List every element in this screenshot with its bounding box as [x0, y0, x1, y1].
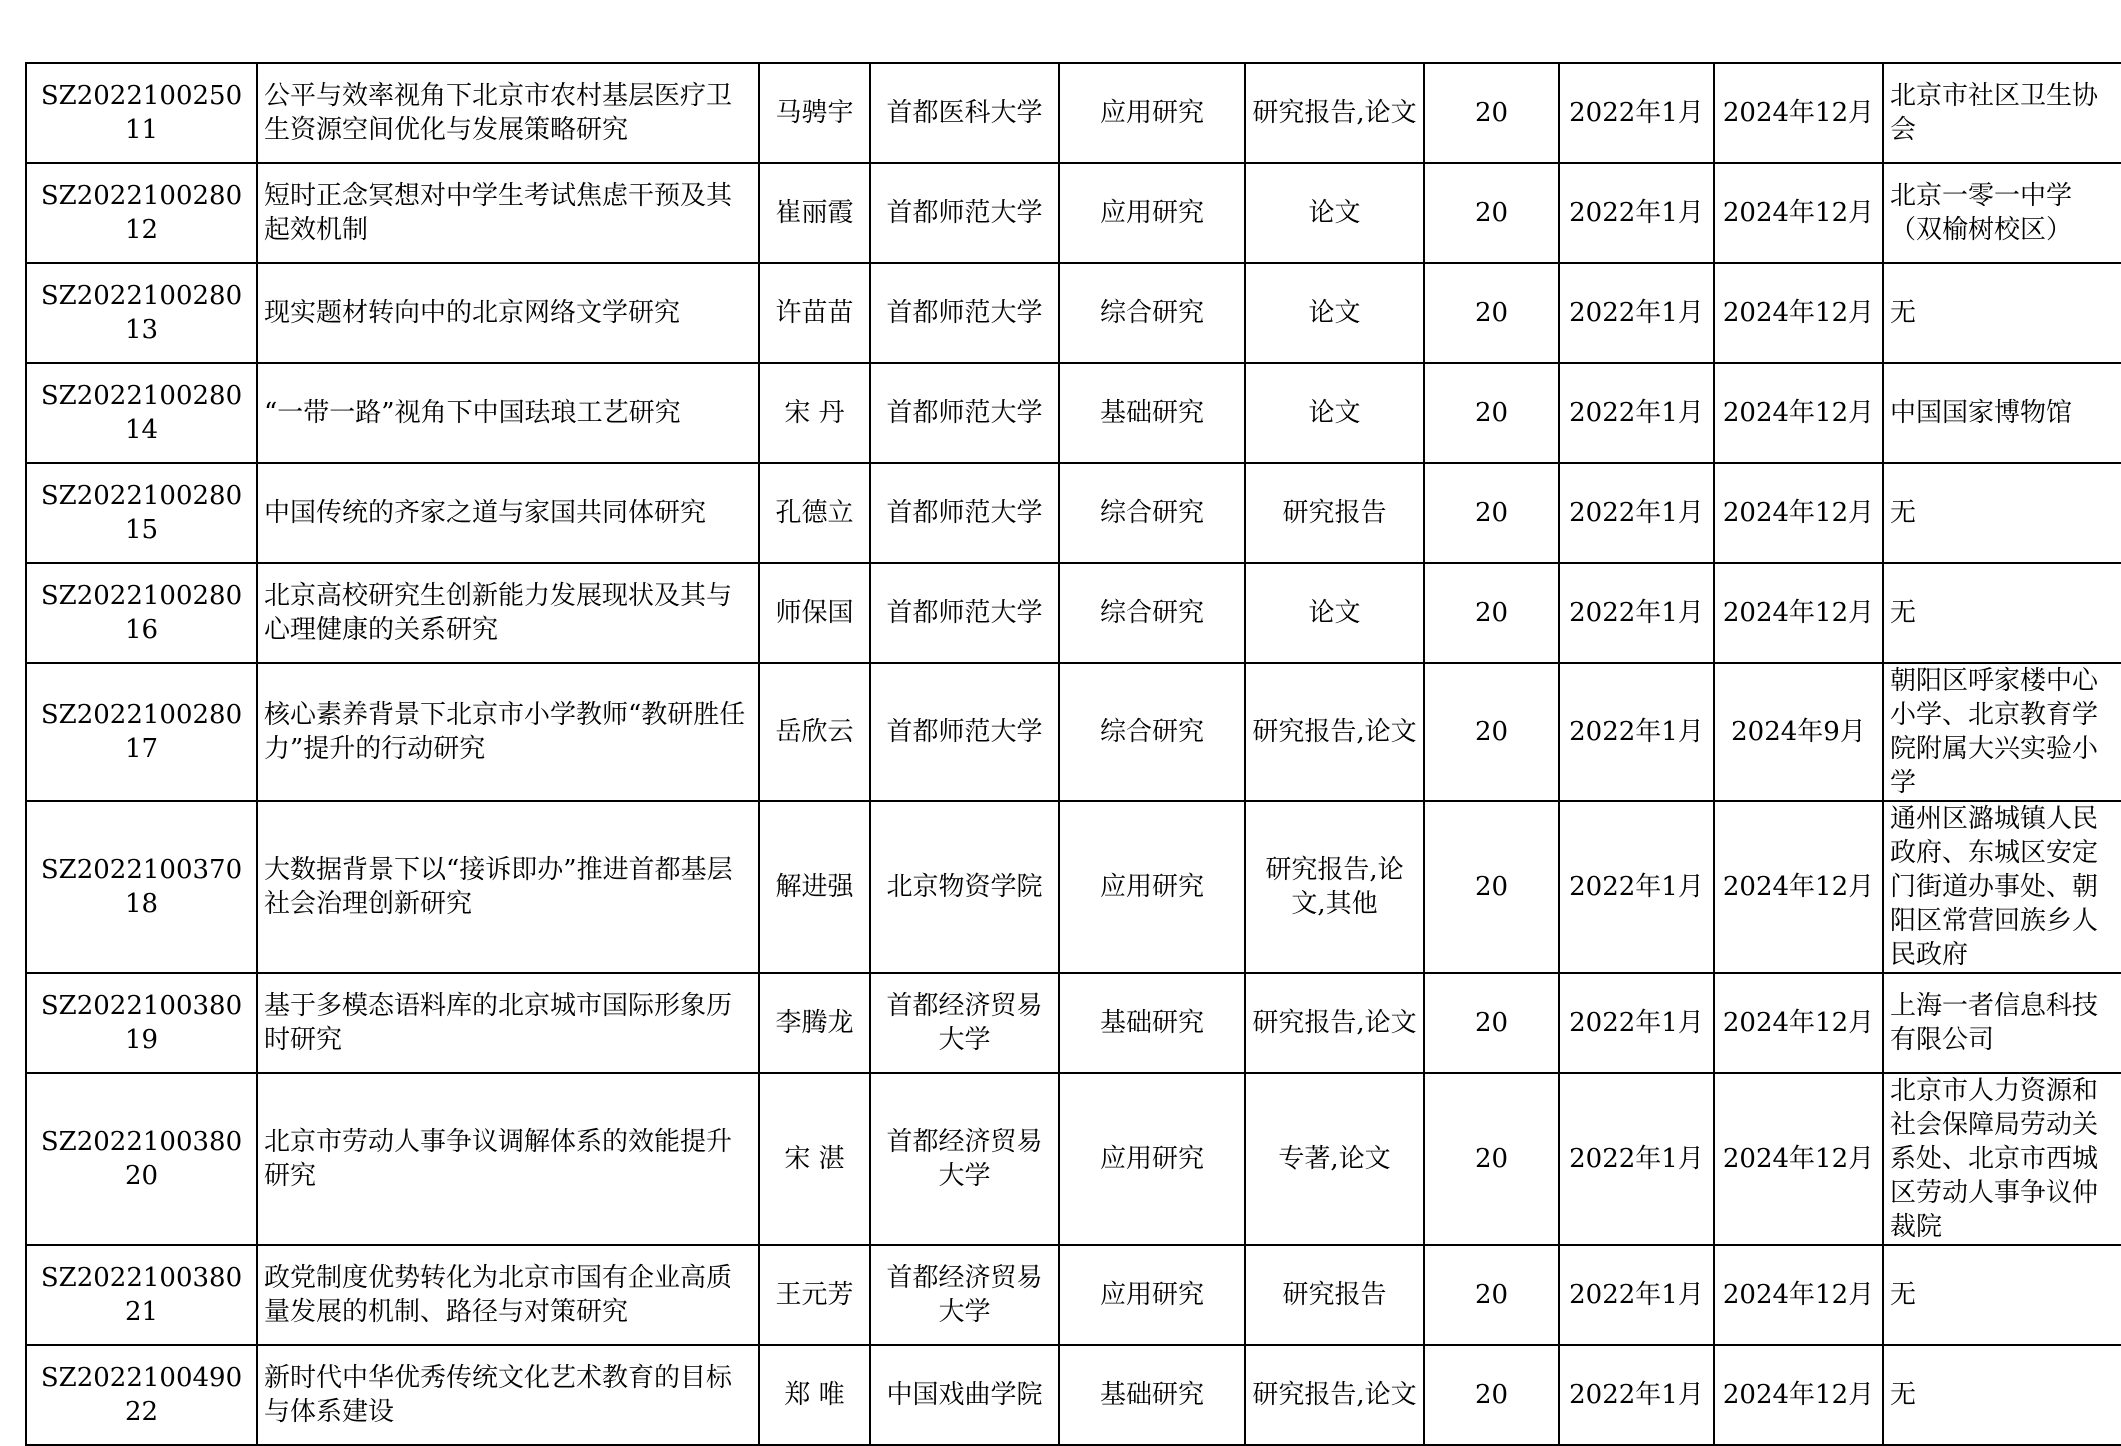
cell-output-form: 研究报告 [1245, 463, 1424, 563]
cell-start-date: 2022年1月 [1559, 1073, 1714, 1245]
cell-partner-unit: 无 [1883, 463, 2121, 563]
cell-project-title: 政党制度优势转化为北京市国有企业高质量发展的机制、路径与对策研究 [257, 1245, 759, 1345]
cell-end-date: 2024年9月 [1714, 663, 1883, 801]
cell-project-id: SZ202210028015 [26, 463, 257, 563]
cell-leader: 宋 丹 [759, 363, 870, 463]
cell-project-id: SZ202210028012 [26, 163, 257, 263]
cell-end-date: 2024年12月 [1714, 801, 1883, 973]
cell-leader: 解进强 [759, 801, 870, 973]
cell-project-title: 核心素养背景下北京市小学教师“教研胜任力”提升的行动研究 [257, 663, 759, 801]
cell-research-type: 综合研究 [1059, 563, 1245, 663]
cell-funding-amount: 20 [1424, 801, 1559, 973]
cell-end-date: 2024年12月 [1714, 1245, 1883, 1345]
cell-output-form: 研究报告,论文 [1245, 663, 1424, 801]
cell-leader: 马骋宇 [759, 63, 870, 163]
table-row [26, 363, 2121, 463]
cell-partner-unit: 上海一者信息科技有限公司 [1883, 973, 2121, 1073]
cell-research-type: 应用研究 [1059, 801, 1245, 973]
cell-research-type: 基础研究 [1059, 1345, 1245, 1445]
cell-output-form: 研究报告,论文 [1245, 63, 1424, 163]
cell-start-date: 2022年1月 [1559, 363, 1714, 463]
cell-project-id: SZ202210038020 [26, 1073, 257, 1245]
cell-institution: 首都师范大学 [870, 163, 1059, 263]
table-row [26, 801, 2121, 973]
cell-partner-unit: 北京一零一中学（双榆树校区） [1883, 163, 2121, 263]
cell-project-title: 大数据背景下以“接诉即办”推进首都基层社会治理创新研究 [257, 801, 759, 973]
cell-output-form: 论文 [1245, 563, 1424, 663]
cell-output-form: 论文 [1245, 163, 1424, 263]
cell-research-type: 基础研究 [1059, 973, 1245, 1073]
cell-funding-amount: 20 [1424, 973, 1559, 1073]
cell-project-title: 短时正念冥想对中学生考试焦虑干预及其起效机制 [257, 163, 759, 263]
cell-end-date: 2024年12月 [1714, 563, 1883, 663]
cell-start-date: 2022年1月 [1559, 463, 1714, 563]
cell-research-type: 综合研究 [1059, 263, 1245, 363]
cell-start-date: 2022年1月 [1559, 563, 1714, 663]
cell-project-id: SZ202210028014 [26, 363, 257, 463]
table-row [26, 663, 2121, 801]
cell-funding-amount: 20 [1424, 63, 1559, 163]
cell-institution: 首都医科大学 [870, 63, 1059, 163]
table-row [26, 163, 2121, 263]
cell-research-type: 应用研究 [1059, 163, 1245, 263]
cell-funding-amount: 20 [1424, 263, 1559, 363]
cell-project-id: SZ202210038021 [26, 1245, 257, 1345]
cell-output-form: 论文 [1245, 263, 1424, 363]
cell-output-form: 研究报告,论文,其他 [1245, 801, 1424, 973]
cell-project-title: 北京市劳动人事争议调解体系的效能提升研究 [257, 1073, 759, 1245]
cell-funding-amount: 20 [1424, 1245, 1559, 1345]
cell-institution: 首都师范大学 [870, 663, 1059, 801]
cell-institution: 首都经济贸易大学 [870, 1073, 1059, 1245]
cell-project-title: 基于多模态语料库的北京城市国际形象历时研究 [257, 973, 759, 1073]
cell-start-date: 2022年1月 [1559, 1245, 1714, 1345]
cell-end-date: 2024年12月 [1714, 263, 1883, 363]
cell-partner-unit: 无 [1883, 1345, 2121, 1445]
cell-institution: 中国戏曲学院 [870, 1345, 1059, 1445]
cell-end-date: 2024年12月 [1714, 63, 1883, 163]
table-row [26, 1245, 2121, 1345]
table-row [26, 1073, 2121, 1245]
cell-project-title: 公平与效率视角下北京市农村基层医疗卫生资源空间优化与发展策略研究 [257, 63, 759, 163]
cell-research-type: 应用研究 [1059, 63, 1245, 163]
cell-leader: 许苗苗 [759, 263, 870, 363]
cell-institution: 首都师范大学 [870, 363, 1059, 463]
cell-funding-amount: 20 [1424, 463, 1559, 563]
cell-leader: 郑 唯 [759, 1345, 870, 1445]
table-row [26, 463, 2121, 563]
cell-start-date: 2022年1月 [1559, 973, 1714, 1073]
cell-end-date: 2024年12月 [1714, 973, 1883, 1073]
cell-funding-amount: 20 [1424, 1345, 1559, 1445]
cell-institution: 首都经济贸易大学 [870, 973, 1059, 1073]
cell-funding-amount: 20 [1424, 563, 1559, 663]
cell-institution: 北京物资学院 [870, 801, 1059, 973]
cell-research-type: 应用研究 [1059, 1245, 1245, 1345]
cell-project-title: 现实题材转向中的北京网络文学研究 [257, 263, 759, 363]
cell-output-form: 研究报告,论文 [1245, 1345, 1424, 1445]
cell-funding-amount: 20 [1424, 663, 1559, 801]
cell-partner-unit: 无 [1883, 563, 2121, 663]
cell-institution: 首都师范大学 [870, 563, 1059, 663]
table-row [26, 1345, 2121, 1445]
table-row [26, 973, 2121, 1073]
cell-funding-amount: 20 [1424, 163, 1559, 263]
cell-institution: 首都师范大学 [870, 263, 1059, 363]
cell-funding-amount: 20 [1424, 1073, 1559, 1245]
cell-end-date: 2024年12月 [1714, 363, 1883, 463]
cell-partner-unit: 北京市社区卫生协会 [1883, 63, 2121, 163]
cell-partner-unit: 北京市人力资源和社会保障局劳动关系处、北京市西城区劳动人事争议仲裁院 [1883, 1073, 2121, 1245]
cell-leader: 师保国 [759, 563, 870, 663]
cell-leader: 孔德立 [759, 463, 870, 563]
cell-project-id: SZ202210037018 [26, 801, 257, 973]
table-row [26, 263, 2121, 363]
cell-leader: 岳欣云 [759, 663, 870, 801]
cell-start-date: 2022年1月 [1559, 263, 1714, 363]
cell-research-type: 综合研究 [1059, 663, 1245, 801]
cell-partner-unit: 朝阳区呼家楼中心小学、北京教育学院附属大兴实验小学 [1883, 663, 2121, 801]
cell-partner-unit: 中国国家博物馆 [1883, 363, 2121, 463]
cell-partner-unit: 无 [1883, 263, 2121, 363]
cell-start-date: 2022年1月 [1559, 663, 1714, 801]
cell-start-date: 2022年1月 [1559, 1345, 1714, 1445]
cell-project-title: 北京高校研究生创新能力发展现状及其与心理健康的关系研究 [257, 563, 759, 663]
cell-output-form: 研究报告 [1245, 1245, 1424, 1345]
cell-project-id: SZ202210028013 [26, 263, 257, 363]
project-table [25, 62, 2121, 1446]
cell-start-date: 2022年1月 [1559, 163, 1714, 263]
cell-project-title: 中国传统的齐家之道与家国共同体研究 [257, 463, 759, 563]
cell-leader: 宋 湛 [759, 1073, 870, 1245]
cell-project-id: SZ202210028016 [26, 563, 257, 663]
table-row [26, 563, 2121, 663]
cell-end-date: 2024年12月 [1714, 163, 1883, 263]
cell-end-date: 2024年12月 [1714, 463, 1883, 563]
cell-partner-unit: 通州区潞城镇人民政府、东城区安定门街道办事处、朝阳区常营回族乡人民政府 [1883, 801, 2121, 973]
cell-institution: 首都师范大学 [870, 463, 1059, 563]
cell-end-date: 2024年12月 [1714, 1073, 1883, 1245]
cell-project-id: SZ202210049022 [26, 1345, 257, 1445]
cell-output-form: 研究报告,论文 [1245, 973, 1424, 1073]
cell-funding-amount: 20 [1424, 363, 1559, 463]
cell-project-id: SZ202210038019 [26, 973, 257, 1073]
cell-start-date: 2022年1月 [1559, 63, 1714, 163]
cell-project-id: SZ202210025011 [26, 63, 257, 163]
cell-start-date: 2022年1月 [1559, 801, 1714, 973]
cell-project-title: “一带一路”视角下中国珐琅工艺研究 [257, 363, 759, 463]
cell-project-title: 新时代中华优秀传统文化艺术教育的目标与体系建设 [257, 1345, 759, 1445]
cell-end-date: 2024年12月 [1714, 1345, 1883, 1445]
cell-output-form: 专著,论文 [1245, 1073, 1424, 1245]
cell-institution: 首都经济贸易大学 [870, 1245, 1059, 1345]
table-row [26, 63, 2121, 163]
cell-research-type: 综合研究 [1059, 463, 1245, 563]
cell-output-form: 论文 [1245, 363, 1424, 463]
cell-project-id: SZ202210028017 [26, 663, 257, 801]
cell-partner-unit: 无 [1883, 1245, 2121, 1345]
cell-leader: 李腾龙 [759, 973, 870, 1073]
cell-leader: 王元芳 [759, 1245, 870, 1345]
cell-research-type: 应用研究 [1059, 1073, 1245, 1245]
cell-research-type: 基础研究 [1059, 363, 1245, 463]
cell-leader: 崔丽霞 [759, 163, 870, 263]
